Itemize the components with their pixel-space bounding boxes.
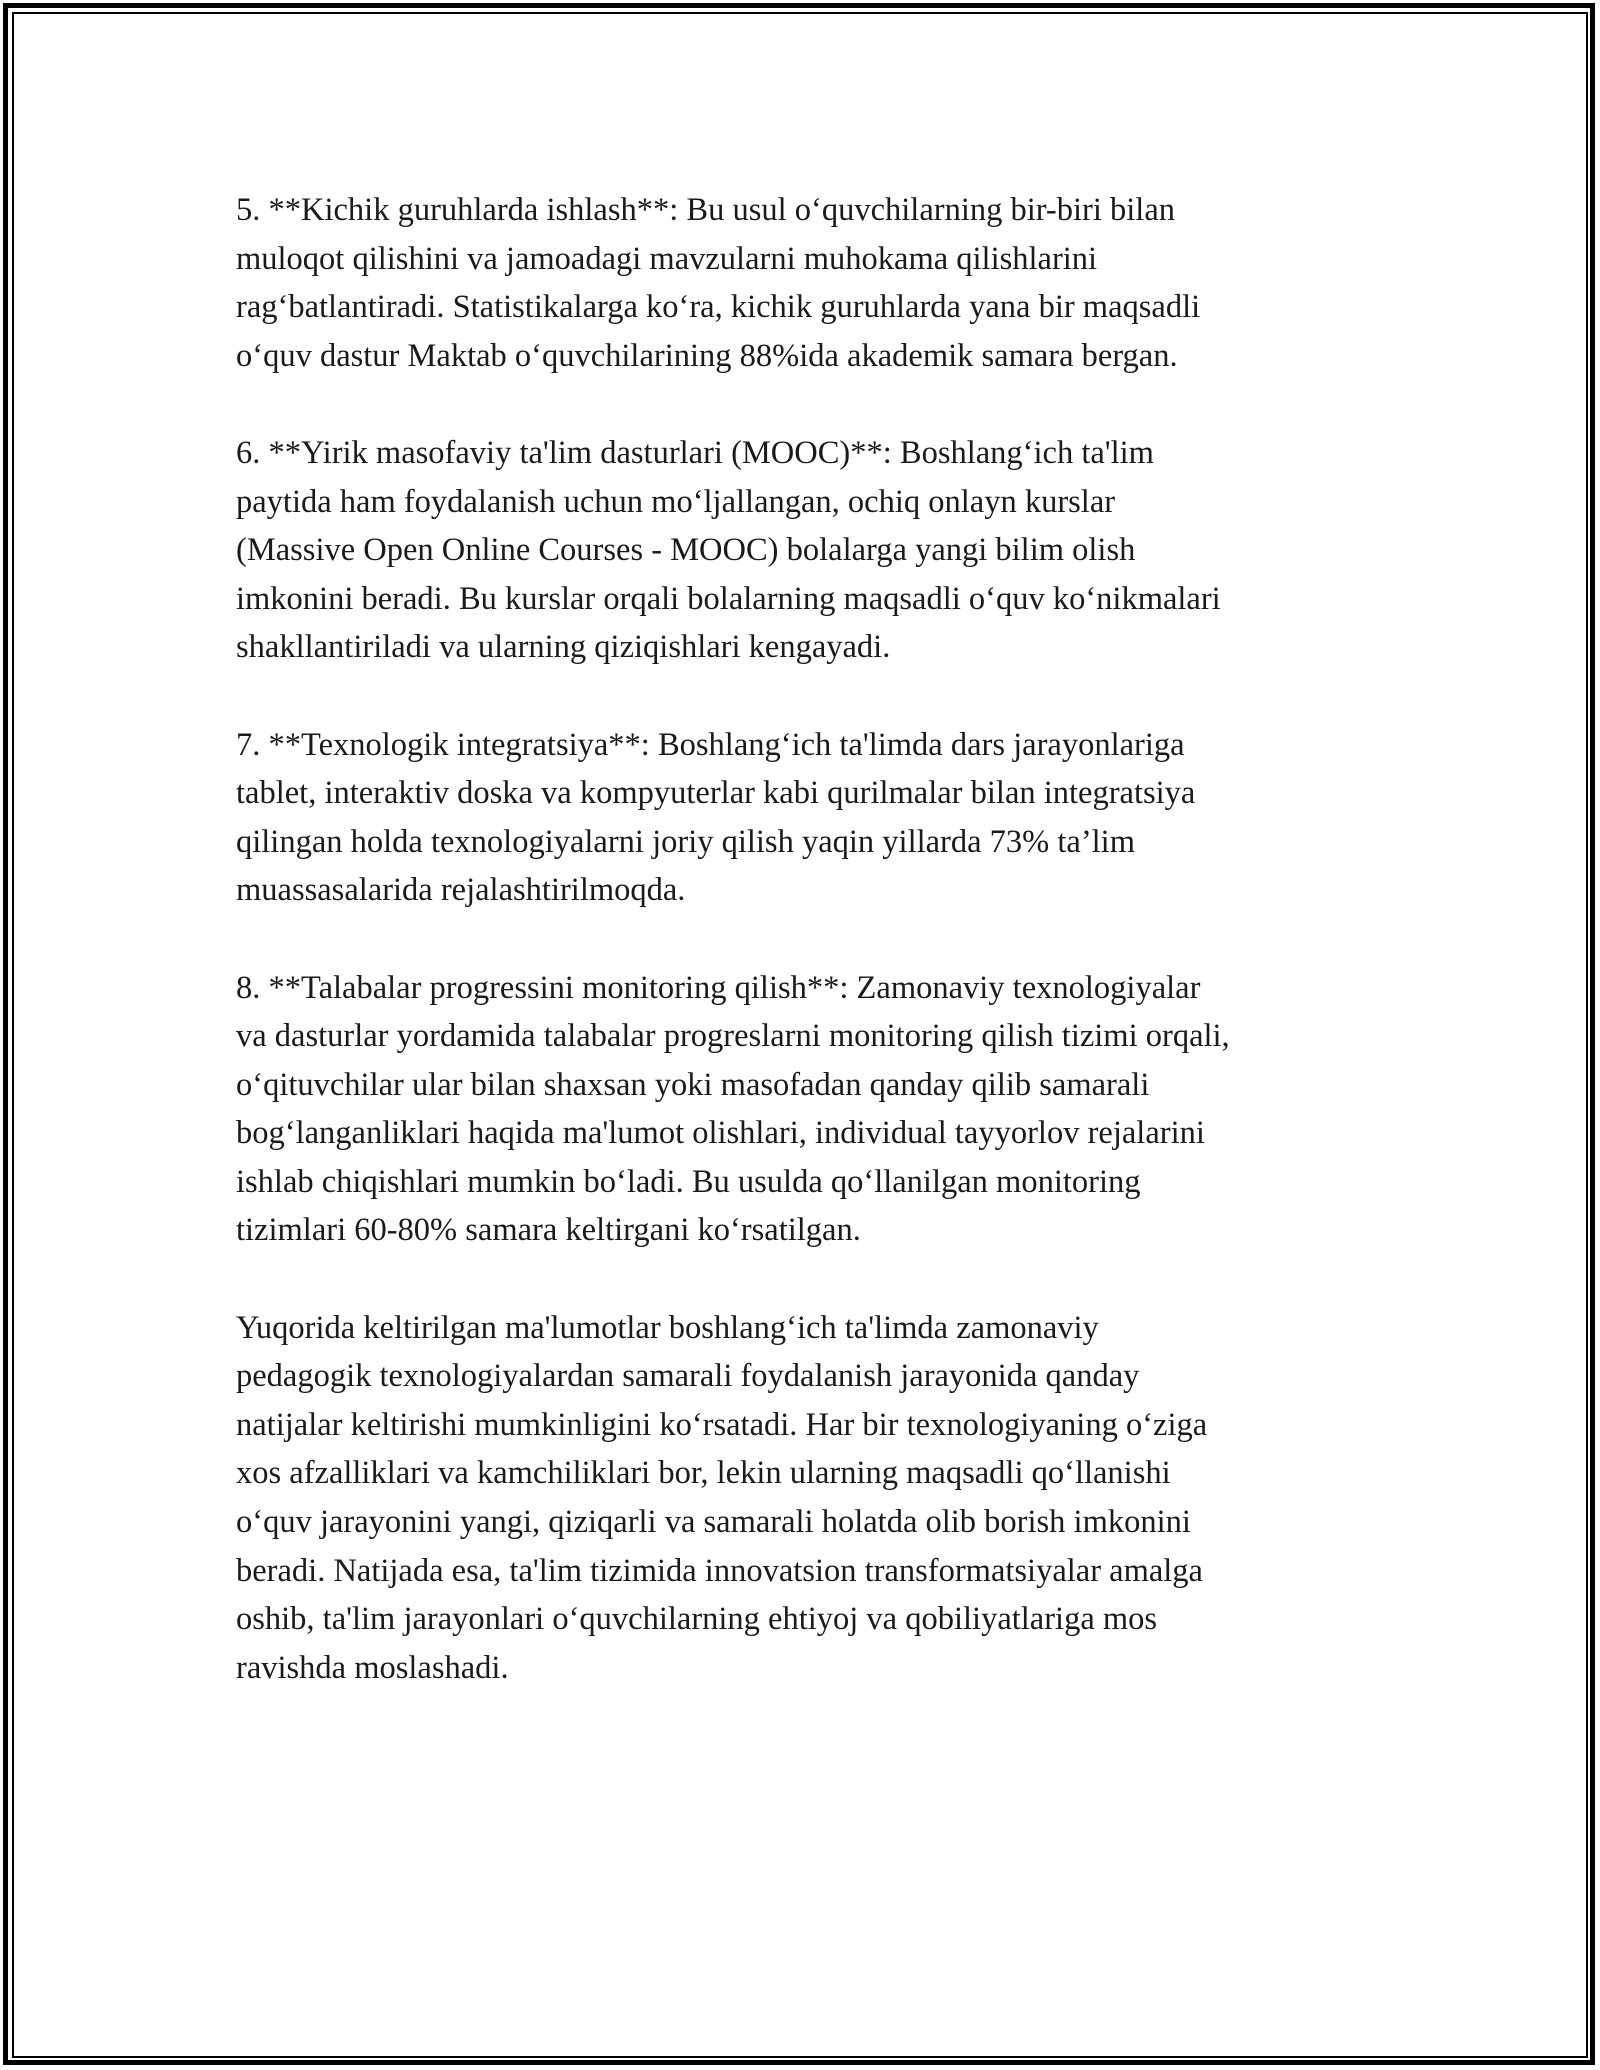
text-line: oshib, ta'lim jarayonlari o‘quvchilarning ehtiyoj va qobiliyatlariga mos — [236, 1601, 1158, 1638]
text-line: xos afzalliklari va kamchiliklari bor, lekin ularning maqsadli qo‘llanishi — [236, 1455, 1171, 1492]
paragraph-item-7-tech-integration — [236, 721, 1366, 915]
text-line: va dasturlar yordamida talabalar progreslarni monitoring qilish tizimi orqali, — [236, 1018, 1230, 1055]
text-line: muassasalarida rejalashtirilmoqda. — [236, 872, 686, 909]
text-line: muloqot qilishini va jamoadagi mavzularni muhokama qilishlarini — [236, 240, 1098, 277]
paragraph-item-5-small-groups — [236, 186, 1366, 380]
paragraph-item-6-mooc — [236, 429, 1366, 672]
text-line: (Massive Open Online Courses - MOOC) bolalarga yangi bilim olish — [236, 532, 1136, 569]
text-line: ishlab chiqishlari mumkin bo‘ladi. Bu usulda qo‘llanilgan monitoring — [236, 1163, 1141, 1200]
paragraph-item-8-monitoring — [236, 964, 1366, 1256]
text-line: shakllantiriladi va ularning qiziqishlari kengayadi. — [236, 629, 891, 666]
text-line: o‘quv jarayonini yangi, qiziqarli va samarali holatda olib borish imkonini — [236, 1504, 1191, 1541]
text-line: qilingan holda texnologiyalarni joriy qilish yaqin yillarda 73% ta’lim — [236, 823, 1135, 860]
text-line: 7. **Texnologik integratsiya**: Boshlang‘ich ta'limda dars jarayonlariga — [236, 726, 1185, 763]
text-line: Yuqorida keltirilgan ma'lumotlar boshlang‘ich ta'limda zamonaviy — [236, 1309, 1099, 1346]
text-line: bog‘langanliklari haqida ma'lumot olishlari, individual tayyorlov rejalarini — [236, 1115, 1205, 1152]
text-line: imkonini beradi. Bu kurslar orqali bolalarning maqsadli o‘quv ko‘nikmalari — [236, 580, 1221, 617]
text-line: natijalar keltirishi mumkinligini ko‘rsatadi. Har bir texnologiyaning o‘ziga — [236, 1406, 1208, 1443]
text-line: 8. **Talabalar progressini monitoring qilish**: Zamonaviy texnologiyalar — [236, 969, 1201, 1006]
text-line: o‘quv dastur Maktab o‘quvchilarining 88%ida akademik samara bergan. — [236, 337, 1178, 374]
text-line: tizimlari 60-80% samara keltirgani ko‘rsatilgan. — [236, 1212, 861, 1249]
document-body — [236, 186, 1366, 1741]
text-line: ravishda moslashadi. — [236, 1649, 509, 1686]
text-line: 5. **Kichik guruhlarda ishlash**: Bu usul o‘quvchilarning bir-biri bilan — [236, 192, 1175, 228]
text-line: rag‘batlantiradi. Statistikalarga ko‘ra, kichik guruhlarda yana bir maqsadli — [236, 289, 1201, 326]
paragraph-conclusion — [236, 1304, 1366, 1693]
text-line: o‘qituvchilar ular bilan shaxsan yoki masofadan qanday qilib samarali — [236, 1066, 1150, 1103]
text-line: 6. **Yirik masofaviy ta'lim dasturlari (MOOC)**: Boshlang‘ich ta'lim — [236, 434, 1154, 471]
text-line: paytida ham foydalanish uchun mo‘ljallangan, ochiq onlayn kurslar — [236, 483, 1116, 520]
text-line: tablet, interaktiv doska va kompyuterlar kabi qurilmalar bilan integratsiya — [236, 775, 1196, 812]
text-line: pedagogik texnologiyalardan samarali foydalanish jarayonida qanday — [236, 1358, 1140, 1395]
text-line: beradi. Natijada esa, ta'lim tizimida innovatsion transformatsiyalar amalga — [236, 1552, 1203, 1589]
